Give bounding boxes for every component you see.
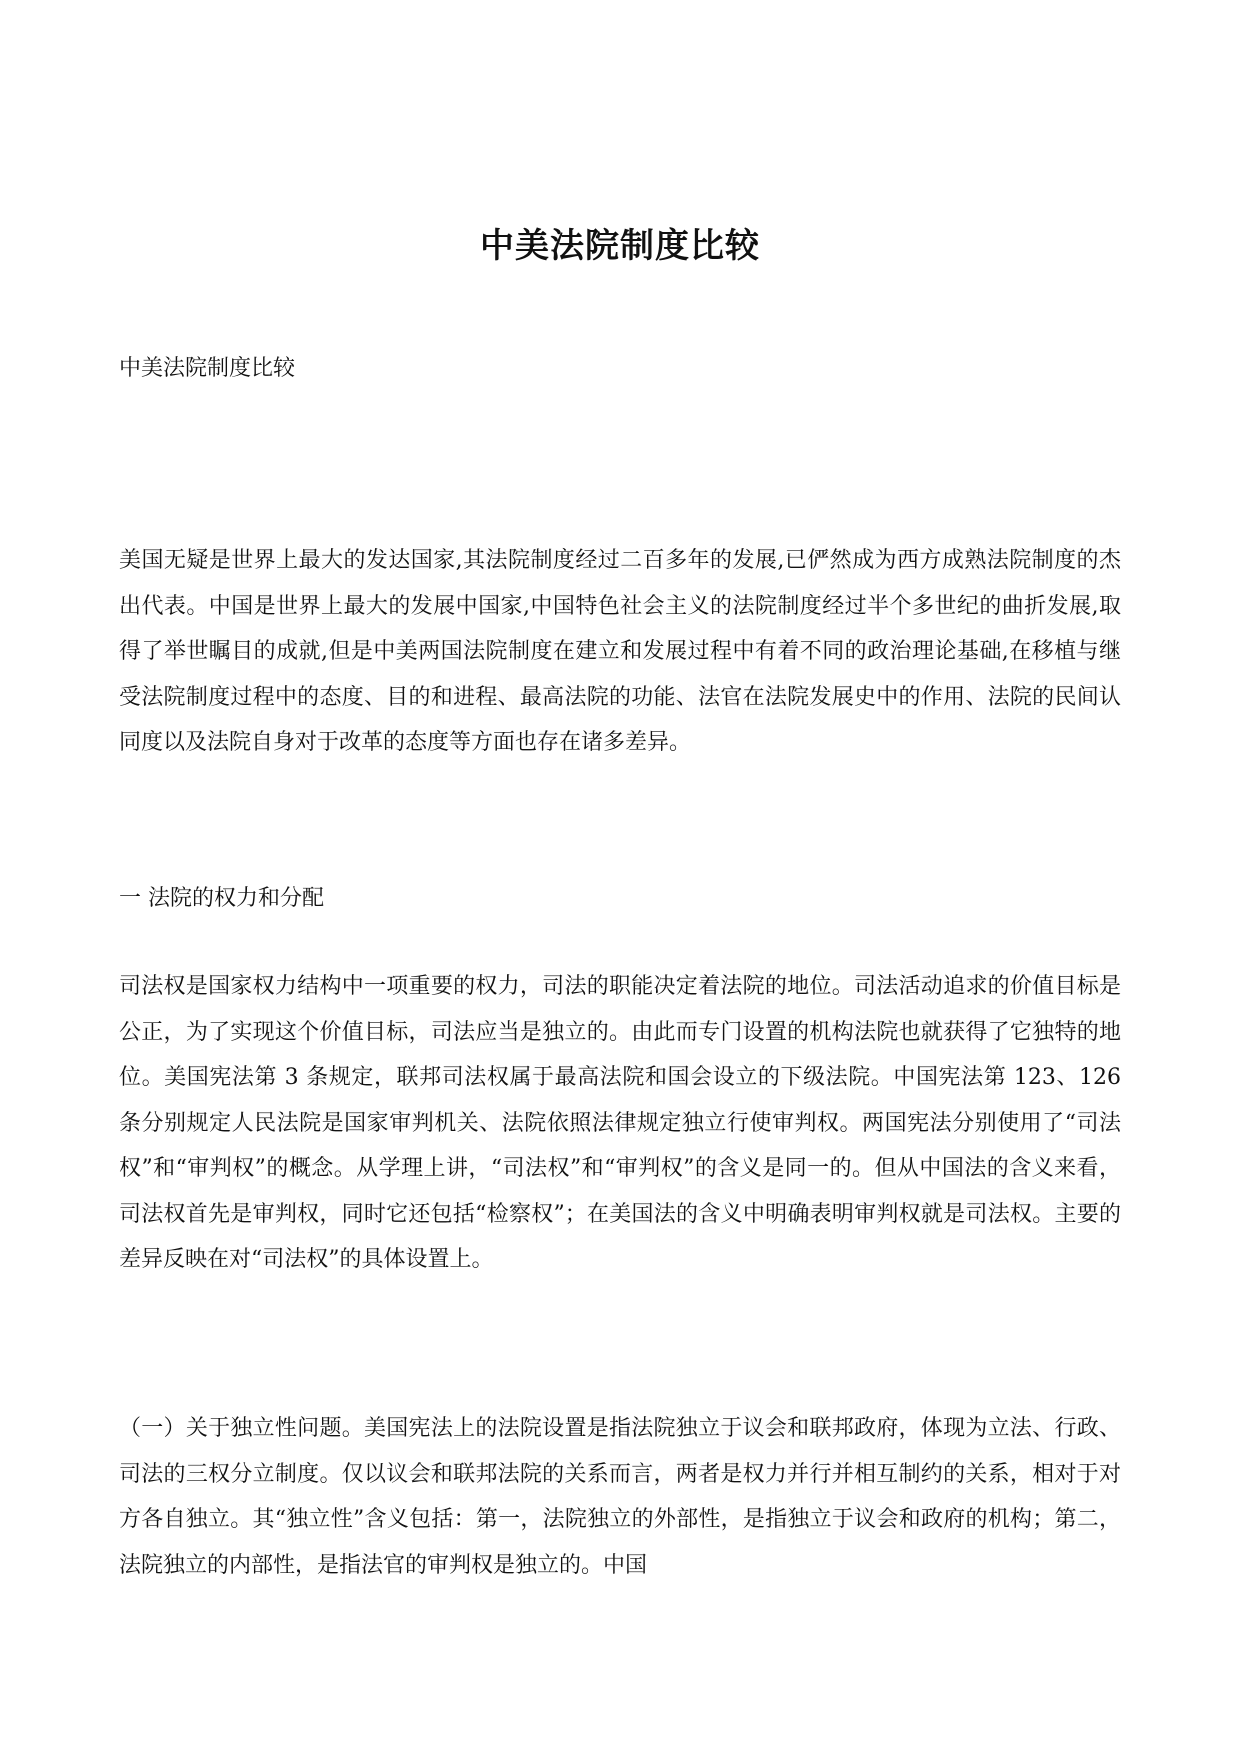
paragraph-independence: （一）关于独立性问题。美国宪法上的法院设置是指法院独立于议会和联邦政府，体现为立法、行政、司法的三权分立制度。仅以议会和联邦法院的关系而言，两者是权力并行并相互制约的关系，相对于对方各自独立。其“独立性”含义包括：第一，法院独立的外部性，是指独立于议会和政府的机构；第二，法院独立的内部性，是指法官的审判权是独立的。中国 bbox=[119, 1416, 1121, 1578]
paragraph-intro: 美国无疑是世界上最大的发达国家,其法院制度经过二百多年的发展,已俨然成为西方成熟法院制度的杰出代表。中国是世界上最大的发展中国家,中国特色社会主义的法院制度经过半个多世纪的曲折发展,取得了举世瞩目的成就,但是中美两国法院制度在建立和发展过程中有着不同的政治理论基础,在移植与继受法院制度过程中的态度、目的和进程、最高法院的功能、法官在法院发展史中的作用、法院的民间认同度以及法院自身对于改革的态度等方面也存在诸多差异。 bbox=[119, 548, 1121, 755]
document-subtitle: 中美法院制度比较 bbox=[119, 356, 296, 381]
document-title: 中美法院制度比较 bbox=[480, 226, 760, 266]
paragraph-judicial-power: 司法权是国家权力结构中一项重要的权力，司法的职能决定着法院的地位。司法活动追求的价值目标是公正，为了实现这个价值目标，司法应当是独立的。由此而专门设置的机构法院也就获得了它独特的地位。美国宪法第 3 条规定，联邦司法权属于最高法院和国会设立的下级法院。中国宪法第 123、126 条分别规定人民法院是国家审判机关、法院依照法律规定独立行使审判权。两国宪法分别使用了“司法权”和“审判权”的概念。从学理上讲，“司法权”和“审判权”的含义是同一的。但从中国法的含义来看，司法权首先是审判权，同时它还包括“检察权”；在美国法的含义中明确表明审判权就是司法权。主要的差异反映在对“司法权”的具体设置上。 bbox=[119, 974, 1121, 1272]
section-heading: 一 法院的权力和分配 bbox=[119, 886, 324, 911]
